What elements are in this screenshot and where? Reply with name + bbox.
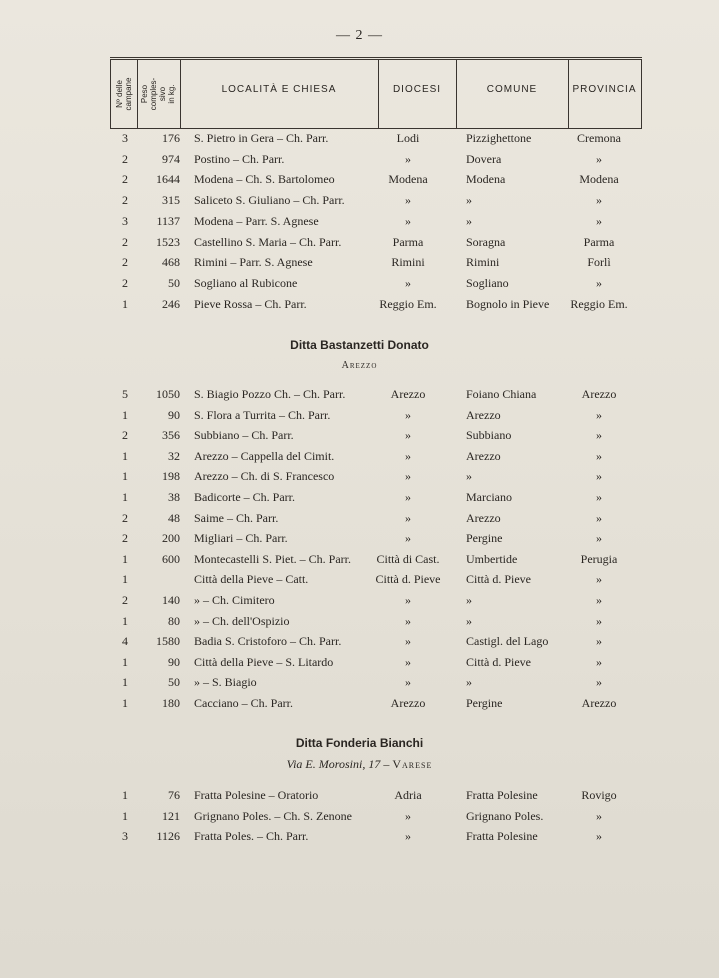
header-localita-cell — [180, 60, 379, 128]
cell-localita: Fratta Poles. – Ch. Parr. — [194, 829, 309, 844]
cell-peso: 90 — [168, 654, 180, 669]
cell-localita: Montecastelli S. Piet. – Ch. Parr. — [194, 551, 351, 566]
cell-peso: 198 — [162, 469, 180, 484]
cell-localita: » – S. Biagio — [194, 675, 257, 690]
cell-provincia: » — [596, 572, 602, 587]
header-comune-cell — [456, 60, 569, 128]
cell-peso: 1137 — [156, 213, 180, 228]
table-row — [0, 405, 719, 425]
cell-campane: 1 — [122, 296, 128, 311]
cell-diocesi: Città d. Pieve — [375, 572, 441, 587]
cell-diocesi: » — [405, 407, 411, 422]
cell-peso: 180 — [162, 696, 180, 710]
cell-diocesi: » — [405, 151, 411, 166]
table-row — [0, 466, 719, 486]
cell-diocesi: Arezzo — [390, 696, 426, 710]
address-city: Varese — [392, 757, 433, 771]
cell-peso: 121 — [162, 808, 180, 823]
cell-campane: 1 — [122, 469, 128, 484]
cell-diocesi: » — [405, 275, 411, 290]
table-row — [0, 652, 719, 672]
cell-provincia: » — [596, 490, 602, 504]
cell-provincia: Forlì — [587, 255, 611, 270]
cell-peso: 32 — [168, 448, 180, 463]
cell-localita: » – Ch. Cimitero — [194, 593, 275, 607]
cell-campane: 2 — [122, 193, 128, 208]
cell-campane: 1 — [122, 551, 128, 566]
cell-provincia: » — [596, 213, 602, 228]
cell-localita: Subbiano – Ch. Parr. — [194, 428, 294, 443]
cell-campane: 4 — [122, 634, 128, 649]
cell-campane: 2 — [122, 593, 128, 607]
cell-comune: Dovera — [466, 151, 502, 166]
cell-localita: » – Ch. dell'Ospizio — [194, 613, 290, 628]
cell-provincia: » — [596, 829, 602, 844]
cell-localita: Saliceto S. Giuliano – Ch. Parr. — [194, 193, 345, 208]
cell-peso: 80 — [168, 613, 180, 628]
cell-diocesi: » — [405, 510, 411, 525]
table-row — [0, 190, 719, 210]
cell-diocesi: » — [405, 490, 411, 504]
cell-peso: 1126 — [156, 829, 180, 844]
header-diocesi-cell — [378, 60, 457, 128]
cell-comune: Pizzighettone — [466, 131, 532, 145]
cell-campane: 1 — [122, 407, 128, 422]
cell-provincia: Arezzo — [581, 696, 617, 710]
cell-campane: 3 — [122, 213, 128, 228]
cell-diocesi: » — [405, 675, 411, 690]
table-row — [0, 611, 719, 631]
cell-provincia: Arezzo — [581, 387, 617, 401]
table-row — [0, 672, 719, 692]
cell-localita: Postino – Ch. Parr. — [194, 151, 285, 166]
header-campane: Nº delle campane — [115, 77, 133, 111]
cell-diocesi: » — [405, 213, 411, 228]
cell-peso: 246 — [162, 296, 180, 311]
cell-peso: 974 — [162, 151, 180, 166]
cell-localita: Grignano Poles. – Ch. S. Zenone — [194, 808, 352, 823]
table-row — [0, 569, 719, 589]
cell-diocesi: Adria — [394, 788, 422, 802]
cell-campane: 1 — [122, 613, 128, 628]
cell-diocesi: Città di Cast. — [376, 551, 440, 566]
cell-comune: Fratta Polesine — [466, 788, 538, 802]
cell-comune: Arezzo — [466, 407, 501, 422]
cell-campane: 2 — [122, 255, 128, 270]
ditta-bianchi-address — [0, 757, 719, 772]
table-row — [0, 806, 719, 826]
table-row — [0, 232, 719, 252]
cell-provincia: » — [596, 654, 602, 669]
ditta-bastanzetti-title: Ditta Bastanzetti Donato — [290, 338, 429, 352]
cell-provincia: » — [596, 428, 602, 443]
cell-provincia: Modena — [579, 172, 619, 187]
cell-provincia: » — [596, 275, 602, 290]
cell-localita: Rimini – Parr. S. Agnese — [194, 255, 313, 270]
cell-localita: Badia S. Cristoforo – Ch. Parr. — [194, 634, 342, 649]
cell-provincia: Reggio Em. — [570, 296, 628, 311]
cell-comune: » — [466, 593, 472, 607]
cell-comune: Città d. Pieve — [466, 654, 531, 669]
header-peso: Peso comples- sivo in kg. — [140, 77, 176, 111]
cell-localita: S. Pietro in Gera – Ch. Parr. — [194, 131, 329, 145]
cell-comune: Grignano Poles. — [466, 808, 544, 823]
cell-provincia: » — [596, 407, 602, 422]
table-row — [0, 273, 719, 293]
cell-campane: 1 — [122, 788, 128, 802]
cell-comune: Arezzo — [466, 510, 501, 525]
cell-diocesi: » — [405, 469, 411, 484]
cell-peso: 1580 — [156, 634, 180, 649]
cell-diocesi: » — [405, 428, 411, 443]
cell-localita: Modena – Ch. S. Bartolomeo — [194, 172, 335, 187]
cell-diocesi: » — [405, 829, 411, 844]
cell-localita: S. Flora a Turrita – Ch. Parr. — [194, 407, 331, 422]
table-row — [0, 294, 719, 314]
cell-comune: Sogliano — [466, 275, 509, 290]
cell-provincia: » — [596, 193, 602, 208]
ditta-bastanzetti-place: Arezzo — [341, 360, 378, 371]
cell-localita: Città della Pieve – S. Litardo — [194, 654, 334, 669]
cell-campane: 3 — [122, 131, 128, 145]
cell-peso: 50 — [168, 275, 180, 290]
cell-peso: 176 — [162, 131, 180, 145]
cell-campane: 1 — [122, 675, 128, 690]
header-localita: LOCALITÀ E CHIESA — [221, 84, 337, 95]
cell-peso: 1050 — [156, 387, 180, 401]
cell-provincia: » — [596, 613, 602, 628]
table-row — [0, 631, 719, 651]
cell-diocesi: Parma — [392, 234, 424, 249]
cell-campane: 1 — [122, 572, 128, 587]
header-peso-cell — [136, 60, 181, 128]
cell-comune: Pergine — [466, 696, 503, 710]
cell-provincia: » — [596, 675, 602, 690]
cell-provincia: Rovigo — [581, 788, 617, 802]
cell-peso: 90 — [168, 407, 180, 422]
cell-comune: Rimini — [466, 255, 500, 270]
cell-localita: Saime – Ch. Parr. — [194, 510, 279, 525]
cell-campane: 2 — [122, 151, 128, 166]
cell-localita: Città della Pieve – Catt. — [194, 572, 309, 587]
cell-provincia: Parma — [583, 234, 615, 249]
cell-diocesi: » — [405, 593, 411, 607]
cell-campane: 2 — [122, 172, 128, 187]
cell-provincia: » — [596, 469, 602, 484]
cell-diocesi: Modena — [388, 172, 428, 187]
table-row — [0, 693, 719, 713]
cell-diocesi: Reggio Em. — [379, 296, 437, 311]
cell-campane: 1 — [122, 448, 128, 463]
cell-provincia: » — [596, 510, 602, 525]
table-row — [0, 211, 719, 231]
cell-provincia: » — [596, 531, 602, 546]
cell-comune: Bognolo in Pieve — [466, 296, 550, 311]
cell-peso: 48 — [168, 510, 180, 525]
cell-peso: 50 — [168, 675, 180, 690]
cell-comune: » — [466, 675, 472, 690]
table-row — [0, 128, 719, 148]
cell-campane: 1 — [122, 808, 128, 823]
cell-comune: Città d. Pieve — [466, 572, 531, 587]
cell-localita: Modena – Parr. S. Agnese — [194, 213, 319, 228]
cell-comune: Modena — [466, 172, 506, 187]
cell-comune: Marciano — [466, 490, 512, 504]
cell-diocesi: » — [405, 193, 411, 208]
table-row — [0, 826, 719, 846]
table-row — [0, 528, 719, 548]
cell-localita: Cacciano – Ch. Parr. — [194, 696, 293, 710]
cell-comune: Subbiano — [466, 428, 512, 443]
cell-campane: 2 — [122, 275, 128, 290]
cell-campane: 5 — [122, 387, 128, 401]
cell-diocesi: » — [405, 654, 411, 669]
table-row — [0, 549, 719, 569]
cell-localita: Migliari – Ch. Parr. — [194, 531, 288, 546]
cell-diocesi: » — [405, 613, 411, 628]
cell-peso: 38 — [168, 490, 180, 504]
cell-campane: 2 — [122, 234, 128, 249]
table-row — [0, 487, 719, 507]
cell-provincia: Cremona — [577, 131, 621, 145]
ditta-bianchi-title: Ditta Fonderia Bianchi — [295, 736, 424, 750]
cell-campane: 2 — [122, 531, 128, 546]
cell-localita: Castellino S. Maria – Ch. Parr. — [194, 234, 342, 249]
header-comune: COMUNE — [486, 84, 538, 95]
table-row — [0, 384, 719, 404]
cell-campane: 2 — [122, 510, 128, 525]
cell-localita: Sogliano al Rubicone — [194, 275, 298, 290]
cell-diocesi: Lodi — [396, 131, 420, 145]
cell-diocesi: Rimini — [391, 255, 425, 270]
cell-diocesi: Arezzo — [390, 387, 426, 401]
cell-diocesi: » — [405, 531, 411, 546]
cell-comune: » — [466, 193, 472, 208]
cell-campane: 1 — [122, 654, 128, 669]
cell-comune: » — [466, 213, 472, 228]
table-row — [0, 252, 719, 272]
table-row — [0, 785, 719, 805]
cell-comune: » — [466, 613, 472, 628]
page-number: — 2 — — [336, 28, 383, 43]
table-row — [0, 425, 719, 445]
cell-localita: Fratta Polesine – Oratorio — [194, 788, 319, 802]
cell-provincia: Perugia — [580, 551, 618, 566]
header-provincia-cell — [568, 60, 642, 128]
cell-localita: Badicorte – Ch. Parr. — [194, 490, 295, 504]
cell-provincia: » — [596, 808, 602, 823]
cell-provincia: » — [596, 634, 602, 649]
cell-comune: Soragna — [466, 234, 506, 249]
cell-comune: Arezzo — [466, 448, 501, 463]
cell-comune: Fratta Polesine — [466, 829, 538, 844]
cell-comune: Pergine — [466, 531, 503, 546]
table-row — [0, 169, 719, 189]
cell-peso: 1523 — [156, 234, 180, 249]
table-row — [0, 446, 719, 466]
cell-localita: Arezzo – Ch. di S. Francesco — [194, 469, 335, 484]
cell-campane: 1 — [122, 696, 128, 710]
cell-peso: 76 — [168, 788, 180, 802]
table-row — [0, 149, 719, 169]
table-header — [110, 57, 642, 129]
cell-comune: » — [466, 469, 472, 484]
header-campane-cell — [110, 60, 138, 128]
cell-campane: 3 — [122, 829, 128, 844]
header-diocesi: DIOCESI — [392, 84, 442, 95]
cell-peso: 200 — [162, 531, 180, 546]
address-street: Via E. Morosini, 17 – — [286, 757, 390, 771]
cell-campane: 2 — [122, 428, 128, 443]
header-provincia: PROVINCIA — [572, 84, 637, 95]
cell-campane: 1 — [122, 490, 128, 504]
cell-peso: 600 — [162, 551, 180, 566]
table-row — [0, 508, 719, 528]
cell-comune: Castigl. del Lago — [466, 634, 549, 649]
cell-comune: Foiano Chiana — [466, 387, 537, 401]
cell-peso: 140 — [162, 593, 180, 607]
cell-localita: S. Biagio Pozzo Ch. – Ch. Parr. — [194, 387, 346, 401]
cell-diocesi: » — [405, 634, 411, 649]
cell-peso: 315 — [162, 193, 180, 208]
cell-diocesi: » — [405, 808, 411, 823]
cell-provincia: » — [596, 448, 602, 463]
cell-peso: 1644 — [156, 172, 180, 187]
cell-diocesi: » — [405, 448, 411, 463]
cell-peso: 468 — [162, 255, 180, 270]
table-row — [0, 590, 719, 610]
cell-localita: Pieve Rossa – Ch. Parr. — [194, 296, 307, 311]
cell-provincia: » — [596, 593, 602, 607]
cell-localita: Arezzo – Cappella del Cimit. — [194, 448, 335, 463]
cell-provincia: » — [596, 151, 602, 166]
cell-comune: Umbertide — [466, 551, 518, 566]
cell-peso: 356 — [162, 428, 180, 443]
